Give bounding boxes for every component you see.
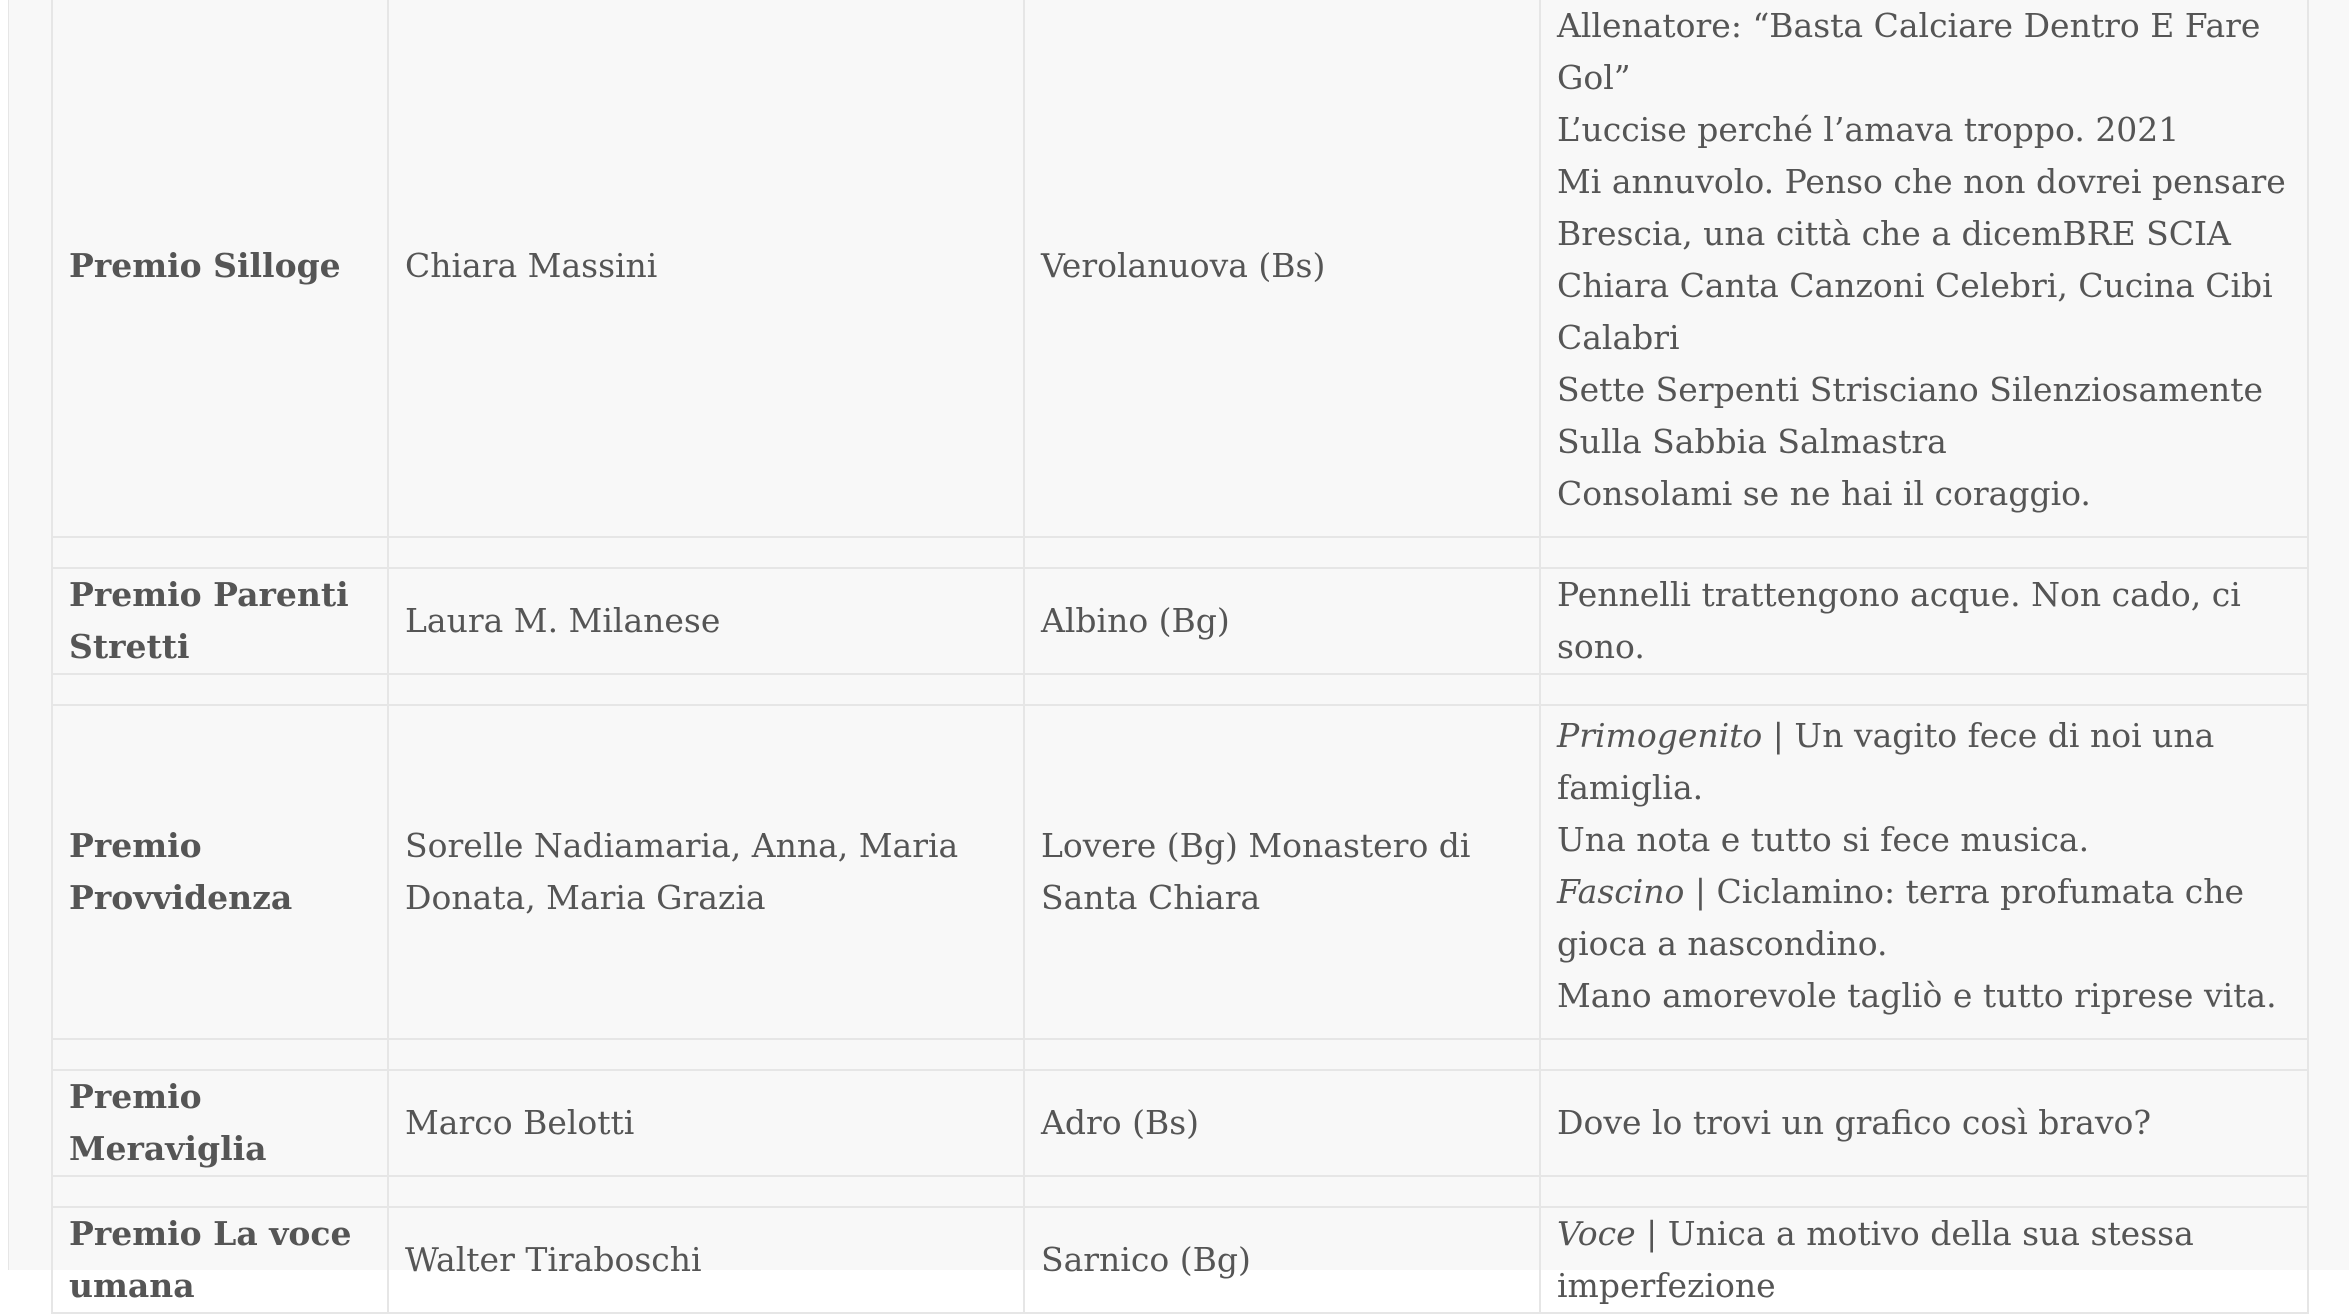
work-line	[1557, 710, 2291, 814]
work-line	[1557, 104, 2291, 156]
winner-place-cell: Sarnico (Bg)	[1024, 1207, 1540, 1313]
work-line	[1557, 260, 2291, 364]
spacer-row	[52, 674, 2308, 705]
work-line	[1557, 569, 2291, 673]
prize-cell: Premio Silloge	[52, 0, 388, 537]
prize-cell: Premio Meraviglia	[52, 1070, 388, 1176]
winner-name-cell: Marco Belotti	[388, 1070, 1024, 1176]
work-text: | Ciclamino: terra profumata che gioca a nascondino.	[1557, 872, 2245, 963]
winner-place-cell: Verolanuova (Bs)	[1024, 0, 1540, 537]
work-text: Mano amorevole tagliò e tutto riprese vita.	[1557, 976, 2277, 1015]
winner-name-cell: Chiara Massini	[388, 0, 1024, 537]
work-line	[1557, 468, 2291, 520]
awards-table	[51, 0, 2309, 1314]
work-line	[1557, 1097, 2291, 1149]
work-text: | Unica a motivo della sua stessa imperfezione	[1557, 1214, 2194, 1305]
table-row	[52, 1207, 2308, 1313]
work-title: Primogenito	[1557, 716, 1763, 755]
work-line	[1557, 866, 2291, 970]
table-row	[52, 568, 2308, 674]
work-text: Allenatore: “Basta Calciare Dentro E Fare Gol”	[1557, 6, 2261, 97]
work-line	[1557, 208, 2291, 260]
spacer-row	[52, 1039, 2308, 1070]
work-cell	[1540, 568, 2308, 674]
work-line	[1557, 364, 2291, 468]
work-line	[1557, 1208, 2291, 1312]
work-text: L’uccise perché l’amava troppo. 2021	[1557, 110, 2180, 149]
work-text: Pennelli trattengono acque. Non cado, ci sono.	[1557, 575, 2241, 666]
work-text: Chiara Canta Canzoni Celebri, Cucina Cibi Calabri	[1557, 266, 2273, 357]
work-text: Sette Serpenti Strisciano Silenziosamente Sulla Sabbia Salmastra	[1557, 370, 2264, 461]
spacer-row	[52, 537, 2308, 568]
work-line	[1557, 970, 2291, 1022]
work-cell	[1540, 1207, 2308, 1313]
winner-name-cell: Sorelle Nadiamaria, Anna, Maria Donata, Maria Grazia	[388, 705, 1024, 1039]
winner-place-cell: Lovere (Bg) Monastero di Santa Chiara	[1024, 705, 1540, 1039]
winner-place-cell: Albino (Bg)	[1024, 568, 1540, 674]
work-title: Voce	[1557, 1214, 1636, 1253]
work-cell	[1540, 0, 2308, 537]
prize-cell: Premio Parenti Stretti	[52, 568, 388, 674]
prize-cell: Premio Provvidenza	[52, 705, 388, 1039]
winner-name-cell: Walter Tiraboschi	[388, 1207, 1024, 1313]
work-cell	[1540, 1070, 2308, 1176]
table-row	[52, 1070, 2308, 1176]
spacer-row	[52, 1176, 2308, 1207]
prize-cell: Premio La voce umana	[52, 1207, 388, 1313]
work-text: Una nota e tutto si fece musica.	[1557, 820, 2090, 859]
work-text: | Un vagito fece di noi una famiglia.	[1557, 716, 2215, 807]
table-row	[52, 0, 2308, 537]
awards-table-body	[52, 0, 2308, 1313]
work-text: Dove lo trovi un grafico così bravo?	[1557, 1103, 2152, 1142]
work-text: Consolami se ne hai il coraggio.	[1557, 474, 2091, 513]
work-line	[1557, 0, 2291, 104]
work-text: Brescia, una città che a dicemBRE SCIA	[1557, 214, 2231, 253]
table-row	[52, 705, 2308, 1039]
page-background	[8, 0, 2349, 1305]
work-line	[1557, 156, 2291, 208]
work-text: Mi annuvolo. Penso che non dovrei pensare	[1557, 162, 2286, 201]
work-cell	[1540, 705, 2308, 1039]
winner-place-cell: Adro (Bs)	[1024, 1070, 1540, 1176]
winner-name-cell: Laura M. Milanese	[388, 568, 1024, 674]
work-title: Fascino	[1557, 872, 1685, 911]
work-line	[1557, 814, 2291, 866]
